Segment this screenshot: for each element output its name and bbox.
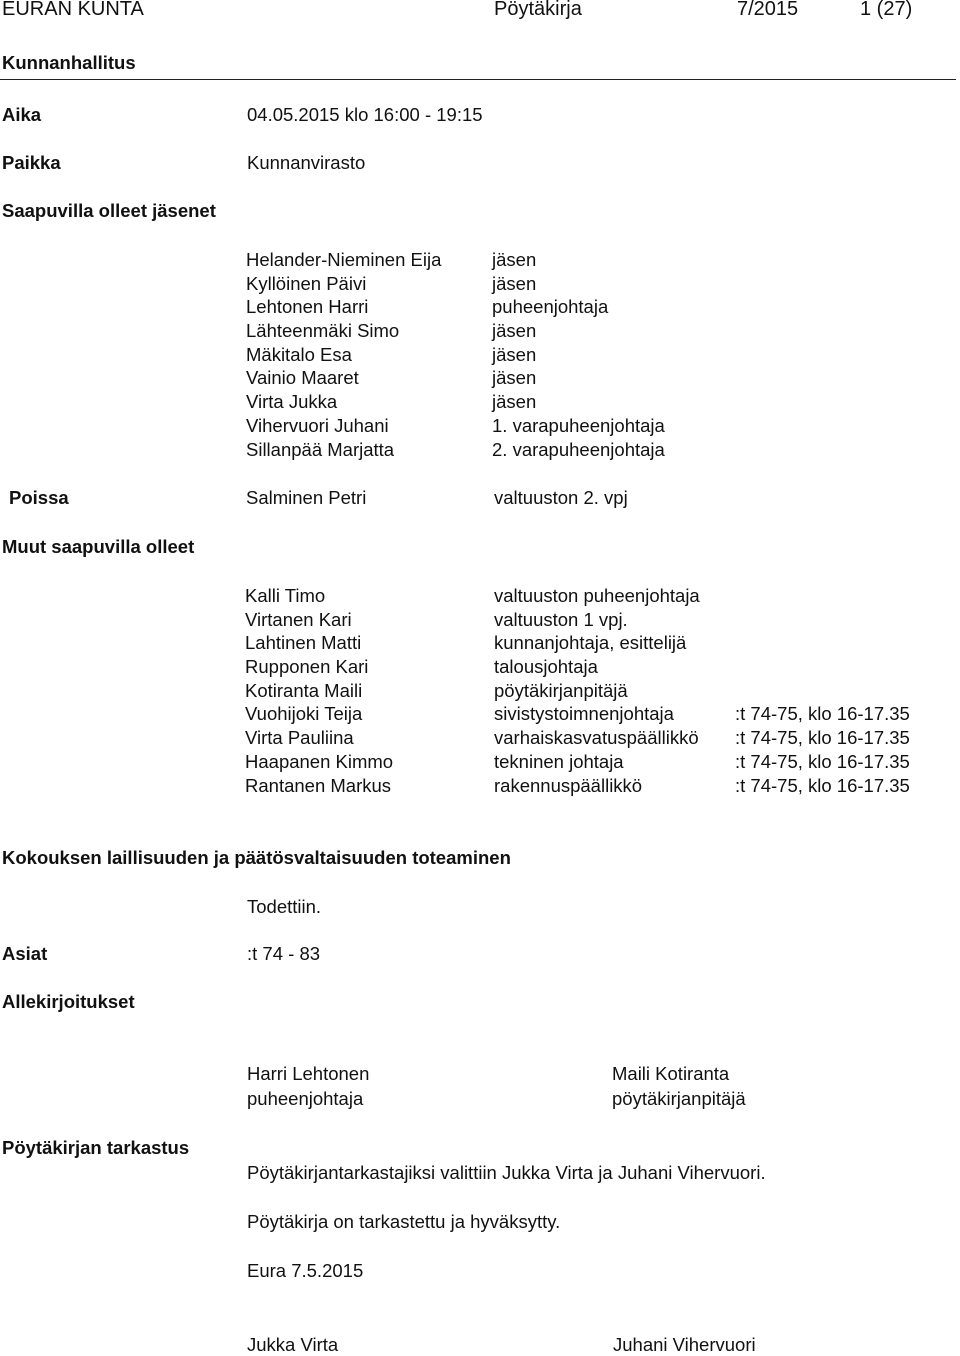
place-label: Paikka [2, 152, 61, 173]
member-name: Sillanpää Marjatta [246, 438, 395, 460]
present-members-roles [492, 248, 752, 461]
secretary-name: Maili Kotiranta [612, 1063, 730, 1084]
attendee-role: rakennuspäällikkö [494, 774, 643, 796]
page-number: 1 (27) [860, 0, 913, 20]
others-notes [735, 584, 957, 797]
member-role: jäsen [492, 272, 537, 294]
attendee-name: Rupponen Kari [245, 656, 369, 678]
attendee-note [735, 679, 957, 703]
absent-role: valtuuston 2. vpj [494, 487, 628, 508]
attendee-role: valtuuston puheenjohtaja [494, 585, 700, 606]
attendee-role: pöytäkirjanpitäjä [494, 679, 628, 701]
attendee-name: Haapanen Kimmo [245, 750, 394, 772]
others-roles [494, 584, 734, 797]
items-label: Asiat [2, 943, 48, 964]
signatures-label: Allekirjoitukset [2, 991, 135, 1012]
attendee-name: Rantanen Markus [245, 774, 392, 796]
member-name: Vihervuori Juhani [246, 414, 389, 436]
member-name: Lehtonen Harri [246, 296, 369, 318]
member-role: 1. varapuheenjohtaja [492, 414, 665, 436]
attendee-note [735, 655, 957, 679]
reviewer-2-name: Juhani Vihervuori [613, 1334, 756, 1355]
member-name: Vainio Maaret [246, 367, 359, 389]
attendee-note: :t 74-75, klo 16-17.35 [735, 703, 910, 725]
chair-role: puheenjohtaja [247, 1088, 364, 1109]
member-name: Helander-Nieminen Eija [246, 249, 442, 270]
attendee-role: sivistystoimnenjohtaja [494, 703, 674, 725]
attendee-name: Kalli Timo [245, 585, 326, 606]
member-role: jäsen [492, 367, 537, 389]
governing-body: Kunnanhallitus [2, 52, 136, 73]
others-label: Muut saapuvilla olleet [2, 536, 195, 557]
member-name: Virta Jukka [246, 391, 338, 413]
member-name: Mäkitalo Esa [246, 343, 352, 365]
attendee-role: tekninen johtaja [494, 750, 624, 772]
review-text-approved: Pöytäkirja on tarkastettu ja hyväksytty. [247, 1211, 561, 1232]
member-role: jäsen [492, 249, 537, 270]
review-place-date: Eura 7.5.2015 [247, 1260, 364, 1281]
attendee-note [735, 584, 957, 608]
member-role: puheenjohtaja [492, 296, 609, 318]
attendee-note [735, 631, 957, 655]
attendee-name: Lahtinen Matti [245, 632, 362, 654]
time-label: Aika [2, 104, 42, 125]
review-text-reviewers: Pöytäkirjantarkastajiksi valittiin Jukka Virta ja Juhani Vihervuori. [247, 1162, 766, 1183]
attendee-name: Virtanen Kari [245, 608, 352, 630]
attendee-name: Vuohijoki Teija [245, 703, 363, 725]
member-role: jäsen [492, 343, 537, 365]
member-name: Lähteenmäki Simo [246, 320, 400, 342]
chair-name: Harri Lehtonen [247, 1063, 370, 1084]
legality-text: Todettiin. [247, 896, 322, 917]
attendee-role: kunnanjohtaja, esittelijä [494, 632, 687, 654]
present-members-label: Saapuvilla olleet jäsenet [2, 200, 216, 221]
attendee-role: varhaiskasvatuspäällikkö [494, 727, 699, 749]
attendee-note: :t 74-75, klo 16-17.35 [735, 727, 910, 749]
member-role: 2. varapuheenjohtaja [492, 438, 665, 460]
absent-label: Poissa [9, 487, 69, 508]
attendee-note: :t 74-75, klo 16-17.35 [735, 774, 910, 796]
legality-heading: Kokouksen laillisuuden ja päätösvaltaisuuden toteaminen [2, 847, 511, 868]
secretary-role: pöytäkirjanpitäjä [612, 1088, 746, 1109]
document-number: 7/2015 [737, 0, 799, 20]
present-members-names [246, 248, 446, 461]
attendee-name: Virta Pauliina [245, 727, 354, 749]
attendee-role: talousjohtaja [494, 656, 598, 678]
attendee-note [735, 608, 957, 632]
member-role: jäsen [492, 320, 537, 342]
org-name: EURAN KUNTA [2, 0, 144, 20]
others-names [245, 584, 475, 797]
member-name: Kyllöinen Päivi [246, 272, 367, 294]
header-rule [0, 79, 956, 80]
time-value: 04.05.2015 klo 16:00 - 19:15 [247, 104, 483, 125]
member-role: jäsen [492, 391, 537, 413]
reviewer-1-name: Jukka Virta [247, 1334, 339, 1355]
absent-name: Salminen Petri [246, 487, 367, 508]
review-label: Pöytäkirjan tarkastus [2, 1137, 190, 1158]
attendee-note: :t 74-75, klo 16-17.35 [735, 750, 910, 772]
items-value: :t 74 - 83 [247, 943, 321, 964]
attendee-role: valtuuston 1 vpj. [494, 608, 628, 630]
place-value: Kunnanvirasto [247, 152, 366, 173]
document-type: Pöytäkirja [494, 0, 582, 20]
attendee-name: Kotiranta Maili [245, 679, 363, 701]
